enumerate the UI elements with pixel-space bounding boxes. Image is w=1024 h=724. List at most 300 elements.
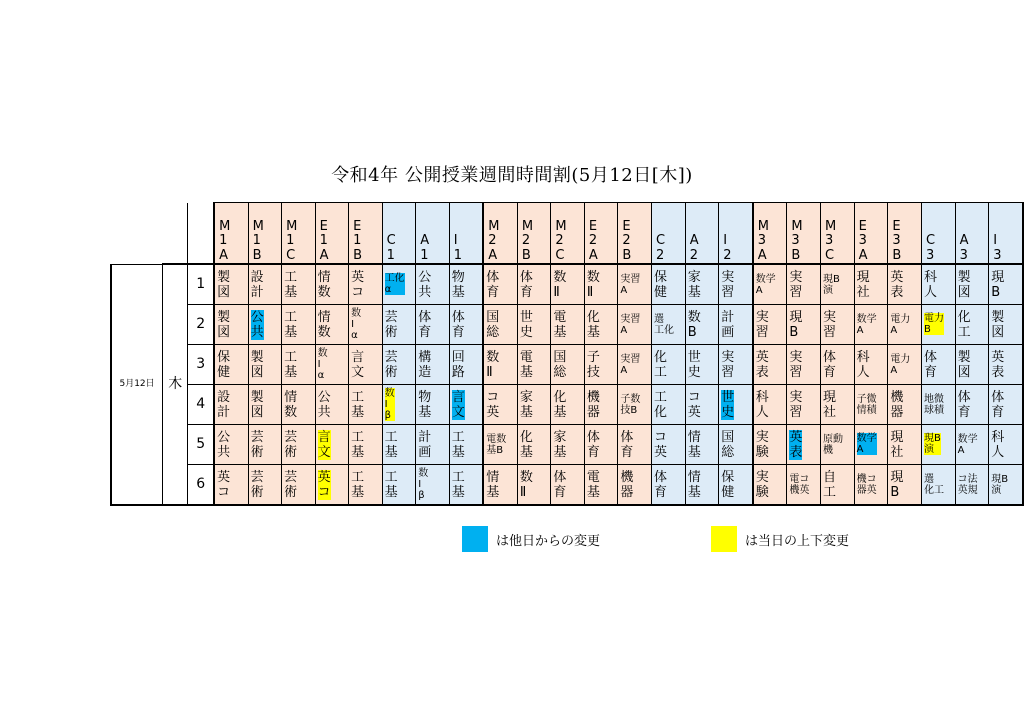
subject-label: 現B 演 (991, 473, 1009, 496)
class-label: I 1 (453, 233, 462, 263)
subject-label: 芸 術 (284, 469, 298, 500)
subject-cell (349, 305, 383, 345)
subject-label: コ 英 (654, 429, 668, 460)
subject-cell (618, 425, 652, 465)
subject-cell (382, 305, 416, 345)
subject-label: 構 造 (418, 349, 432, 380)
subject-cell (921, 425, 955, 465)
subject-cell (787, 385, 821, 425)
subject-cell (921, 385, 955, 425)
subject-label: 言 文 (451, 389, 465, 420)
subject-label: 現B 演 (923, 433, 941, 455)
subject-label: 電力 A (890, 353, 911, 376)
subject-label: 機 器 (586, 389, 600, 420)
subject-label: 子 技 (586, 349, 600, 380)
subject-cell (821, 345, 855, 385)
subject-cell (719, 425, 753, 465)
subject-cell (551, 425, 585, 465)
subject-cell (989, 465, 1023, 506)
period-number: 3 (188, 345, 214, 385)
subject-label: 体 育 (486, 269, 500, 300)
subject-label: 実 習 (721, 269, 735, 300)
subject-cell (989, 305, 1023, 345)
class-header (854, 203, 888, 265)
subject-label: 国 総 (721, 429, 735, 460)
subject-cell (315, 345, 349, 385)
subject-label: 自 工 (823, 469, 837, 500)
subject-label: 工 基 (284, 349, 298, 380)
subject-label: 英 表 (755, 349, 769, 380)
period-number: 4 (188, 385, 214, 425)
class-label: E 1 B (353, 218, 362, 263)
subject-label: 芸 術 (250, 429, 264, 460)
page-title: 令和4年 公開授業週間時間割(5月12日[木]) (331, 165, 693, 186)
class-label: M 2 C (555, 218, 567, 263)
subject-label: 電 基 (586, 469, 600, 500)
subject-cell (551, 305, 585, 345)
subject-cell (315, 465, 349, 506)
class-label: I 2 (723, 233, 732, 263)
subject-cell (449, 385, 483, 425)
subject-cell (821, 264, 855, 305)
subject-cell (449, 465, 483, 506)
header-blank-per (188, 203, 214, 265)
subject-label: 子微 情積 (856, 393, 877, 416)
subject-cell (821, 465, 855, 506)
subject-label: 工 基 (451, 429, 465, 460)
subject-label: 芸 術 (250, 469, 264, 500)
subject-cell (248, 385, 282, 425)
subject-label: コ法 英規 (957, 473, 978, 496)
subject-cell (719, 305, 753, 345)
subject-cell (483, 264, 517, 305)
subject-cell (449, 425, 483, 465)
subject-label: 回 路 (451, 349, 465, 380)
subject-label: 実 習 (721, 349, 735, 380)
subject-label: 工 基 (284, 309, 298, 340)
class-header (719, 203, 753, 265)
subject-label: 原動 機 (823, 433, 843, 456)
subject-cell (483, 425, 517, 465)
subject-cell (618, 465, 652, 506)
subject-cell (248, 345, 282, 385)
class-header (248, 203, 282, 265)
subject-cell (214, 345, 248, 385)
class-header (382, 203, 416, 265)
subject-cell (416, 345, 450, 385)
class-label: M 3 B (791, 218, 803, 263)
subject-label: 現 B (890, 469, 904, 500)
subject-cell (685, 425, 719, 465)
subject-label: 数 Ⅰ β (418, 468, 429, 501)
subject-cell (787, 305, 821, 345)
subject-cell (282, 385, 316, 425)
subject-label: 機 器 (890, 389, 904, 420)
subject-label: 公 共 (217, 429, 231, 460)
class-header (483, 203, 517, 265)
subject-cell (854, 305, 888, 345)
class-label: M 2 B (521, 218, 534, 263)
subject-label: 英 表 (890, 269, 904, 300)
subject-label: 科 人 (856, 349, 870, 380)
subject-label: 数学 A (856, 313, 877, 336)
subject-cell (315, 305, 349, 345)
subject-cell (618, 264, 652, 305)
subject-cell (821, 385, 855, 425)
subject-cell (382, 345, 416, 385)
subject-label: 現 社 (856, 269, 870, 300)
subject-label: 体 育 (620, 429, 634, 460)
subject-cell (282, 465, 316, 506)
subject-label: 現 社 (823, 389, 837, 420)
subject-label: 芸 術 (384, 309, 398, 340)
subject-label: 家 基 (687, 269, 701, 300)
subject-cell (989, 345, 1023, 385)
subject-cell (248, 305, 282, 345)
subject-cell (551, 264, 585, 305)
period-number: 5 (188, 425, 214, 465)
class-header (214, 203, 248, 265)
subject-label: 世 史 (519, 309, 533, 340)
subject-cell (282, 425, 316, 465)
subject-label: 英 表 (789, 429, 803, 460)
class-label: E 2 A (588, 218, 598, 263)
subject-label: 実習 A (620, 313, 641, 336)
subject-label: 英 コ (217, 469, 231, 500)
class-label: C 3 (925, 233, 936, 263)
subject-label: 数 Ⅱ (586, 269, 600, 300)
subject-label: 物 基 (418, 389, 432, 420)
subject-label: 化 工 (957, 309, 971, 340)
class-header (517, 203, 551, 265)
subject-label: 数 Ⅱ (486, 349, 500, 380)
subject-label: 電 基 (553, 309, 567, 340)
subject-cell (685, 305, 719, 345)
subject-cell (584, 465, 618, 506)
subject-cell (787, 264, 821, 305)
class-header (753, 203, 787, 265)
subject-cell (551, 385, 585, 425)
subject-label: 実 習 (755, 309, 769, 340)
subject-label: 家 基 (519, 389, 533, 420)
subject-label: 製 図 (250, 389, 264, 420)
subject-label: 情 基 (687, 469, 701, 500)
subject-cell (921, 264, 955, 305)
subject-label: 工 基 (284, 269, 298, 300)
header-blank-date (111, 203, 163, 265)
subject-label: 保 健 (654, 269, 668, 300)
subject-label: 数 Ⅰ α (351, 308, 362, 341)
subject-cell (214, 465, 248, 506)
subject-cell (955, 465, 989, 506)
subject-cell (214, 385, 248, 425)
subject-cell (753, 305, 787, 345)
subject-cell (888, 345, 922, 385)
subject-label: 工化 α (384, 273, 405, 295)
subject-cell (854, 385, 888, 425)
subject-label: 英 コ (317, 469, 331, 500)
subject-cell (652, 264, 686, 305)
subject-label: 国 総 (553, 349, 567, 380)
class-label: M 3 A (757, 218, 769, 263)
subject-cell (719, 345, 753, 385)
subject-label: 数 Ⅱ (519, 469, 533, 500)
subject-cell (685, 264, 719, 305)
class-header (584, 203, 618, 265)
subject-cell (517, 345, 551, 385)
subject-label: 体 育 (586, 429, 600, 460)
subject-label: 体 育 (553, 469, 567, 500)
subject-cell (921, 465, 955, 506)
subject-cell (753, 425, 787, 465)
subject-label: コ 英 (486, 389, 500, 420)
subject-label: 言 文 (351, 349, 365, 380)
subject-label: 公 共 (250, 309, 264, 340)
subject-cell (787, 465, 821, 506)
subject-cell (888, 385, 922, 425)
subject-cell (382, 264, 416, 305)
class-header (787, 203, 821, 265)
subject-label: 選 化工 (923, 473, 944, 496)
subject-label: 体 育 (418, 309, 432, 340)
subject-label: 情 基 (687, 429, 701, 460)
subject-label: 現 B (789, 309, 803, 340)
subject-label: 保 健 (217, 349, 231, 380)
subject-label: 化 基 (519, 429, 533, 460)
period-number: 2 (188, 305, 214, 345)
subject-cell (416, 385, 450, 425)
subject-label: 化 基 (586, 309, 600, 340)
subject-cell (989, 425, 1023, 465)
subject-cell (821, 425, 855, 465)
subject-label: 体 育 (451, 309, 465, 340)
subject-cell (248, 264, 282, 305)
subject-cell (652, 345, 686, 385)
legend-swatch-blue (462, 526, 488, 552)
subject-cell (888, 305, 922, 345)
subject-label: 科 人 (923, 269, 937, 300)
subject-label: 情 基 (486, 469, 500, 500)
class-header (652, 203, 686, 265)
subject-label: 電数 基B (486, 433, 507, 456)
subject-cell (416, 264, 450, 305)
subject-cell (652, 305, 686, 345)
subject-cell (517, 465, 551, 506)
class-header (416, 203, 450, 265)
subject-label: 保 健 (721, 469, 735, 500)
subject-label: 実 習 (823, 309, 837, 340)
subject-cell (449, 305, 483, 345)
class-header (685, 203, 719, 265)
subject-label: 実 習 (789, 389, 803, 420)
subject-cell (315, 385, 349, 425)
subject-cell (888, 425, 922, 465)
subject-label: 工 基 (451, 469, 465, 500)
subject-cell (349, 264, 383, 305)
subject-cell (416, 465, 450, 506)
subject-label: 数 Ⅰ α (317, 348, 328, 381)
subject-cell (854, 465, 888, 506)
subject-label: 電 基 (519, 349, 533, 380)
subject-cell (989, 264, 1023, 305)
subject-label: 現 B (991, 269, 1005, 300)
subject-label: 公 共 (317, 389, 331, 420)
subject-label: 設 計 (217, 389, 231, 420)
subject-label: 科 人 (755, 389, 769, 420)
subject-cell (787, 425, 821, 465)
subject-label: 言 文 (317, 429, 331, 460)
subject-label: 情 数 (284, 389, 298, 420)
subject-cell (449, 345, 483, 385)
subject-label: 電力 B (923, 313, 944, 335)
subject-label: 実 習 (789, 269, 803, 300)
class-header (921, 203, 955, 265)
subject-label: 工 基 (351, 429, 365, 460)
subject-cell (753, 264, 787, 305)
subject-cell (483, 385, 517, 425)
subject-cell (349, 345, 383, 385)
subject-cell (753, 385, 787, 425)
subject-cell (517, 385, 551, 425)
subject-cell (382, 425, 416, 465)
subject-label: 現B 演 (823, 273, 840, 296)
subject-cell (821, 305, 855, 345)
subject-cell (618, 385, 652, 425)
subject-cell (248, 465, 282, 506)
subject-label: 子数 技B (620, 393, 641, 416)
subject-label: 製 図 (217, 309, 231, 340)
subject-label: 計 画 (721, 309, 735, 340)
subject-cell (955, 345, 989, 385)
subject-label: 芸 術 (384, 349, 398, 380)
subject-cell (685, 385, 719, 425)
subject-cell (449, 264, 483, 305)
subject-cell (416, 425, 450, 465)
class-header (282, 203, 316, 265)
subject-cell (854, 264, 888, 305)
subject-cell (214, 264, 248, 305)
subject-label: 数学 A (755, 273, 776, 296)
class-label: A 3 (959, 233, 969, 263)
legend-other-day (462, 526, 600, 552)
subject-label: 英 コ (351, 269, 365, 300)
subject-cell (517, 264, 551, 305)
class-label: E 2 B (622, 218, 632, 263)
class-header (989, 203, 1023, 265)
subject-cell (214, 305, 248, 345)
class-label: C 2 (656, 233, 666, 263)
subject-label: 化 基 (553, 389, 567, 420)
subject-cell (584, 264, 618, 305)
legend-same-day (711, 526, 849, 552)
subject-cell (719, 264, 753, 305)
date-cell: 5月12日 (111, 264, 163, 505)
subject-label: 工 基 (384, 469, 398, 500)
subject-label: 製 図 (991, 309, 1005, 340)
subject-label: 家 基 (553, 429, 567, 460)
subject-label: 実 験 (755, 469, 769, 500)
subject-label: 体 育 (823, 349, 837, 380)
subject-label: 実習 A (620, 273, 641, 296)
class-label: E 3 A (858, 218, 868, 263)
class-header (955, 203, 989, 265)
subject-label: 選 工化 (654, 313, 675, 336)
subject-cell (753, 345, 787, 385)
subject-label: 工 化 (654, 389, 668, 420)
class-header (551, 203, 585, 265)
subject-cell (854, 345, 888, 385)
class-label: M 1 B (252, 218, 264, 263)
subject-label: 国 総 (486, 309, 500, 340)
class-header (349, 203, 383, 265)
subject-cell (282, 264, 316, 305)
subject-label: 数 B (687, 309, 701, 340)
subject-label: 地微 球積 (923, 393, 944, 416)
class-label: M 1 A (219, 218, 231, 263)
subject-label: 機 器 (620, 469, 634, 500)
subject-cell (349, 385, 383, 425)
subject-label: 体 育 (519, 269, 533, 300)
subject-cell (989, 385, 1023, 425)
subject-label: 物 基 (451, 269, 465, 300)
subject-label: 工 基 (351, 469, 365, 500)
subject-label: 製 図 (217, 269, 231, 300)
subject-label: 芸 術 (284, 429, 298, 460)
subject-cell (652, 465, 686, 506)
subject-label: 電コ 機英 (789, 473, 810, 496)
class-header (449, 203, 483, 265)
subject-label: 公 共 (418, 269, 432, 300)
period-number: 1 (188, 264, 214, 305)
subject-cell (282, 305, 316, 345)
subject-label: 実 験 (755, 429, 769, 460)
subject-label: 製 図 (957, 269, 971, 300)
subject-label: 数学 A (856, 433, 877, 455)
subject-label: 工 基 (351, 389, 365, 420)
weekday-cell: 木 (163, 264, 188, 505)
subject-cell (955, 264, 989, 305)
subject-cell (517, 305, 551, 345)
legend-label-other-day: は他日からの変更 (496, 533, 601, 549)
subject-cell (382, 385, 416, 425)
subject-label: 数 Ⅱ (553, 269, 567, 300)
subject-cell (483, 345, 517, 385)
subject-cell (955, 385, 989, 425)
subject-cell (618, 345, 652, 385)
class-header (618, 203, 652, 265)
subject-label: 体 育 (654, 469, 668, 500)
class-header (888, 203, 922, 265)
subject-label: 体 育 (957, 389, 971, 420)
class-label: E 1 A (319, 218, 329, 263)
subject-cell (921, 345, 955, 385)
subject-cell (652, 425, 686, 465)
subject-label: 化 工 (654, 349, 668, 380)
subject-cell (315, 264, 349, 305)
subject-cell (349, 425, 383, 465)
subject-cell (483, 465, 517, 506)
subject-cell (719, 465, 753, 506)
subject-cell (921, 305, 955, 345)
subject-label: 英 表 (991, 349, 1005, 380)
subject-label: 体 育 (923, 349, 937, 380)
subject-cell (719, 385, 753, 425)
subject-label: コ 英 (687, 389, 701, 420)
subject-label: 設 計 (250, 269, 264, 300)
subject-label: 科 人 (991, 429, 1005, 460)
class-label: M 1 C (286, 218, 298, 263)
subject-cell (551, 465, 585, 506)
